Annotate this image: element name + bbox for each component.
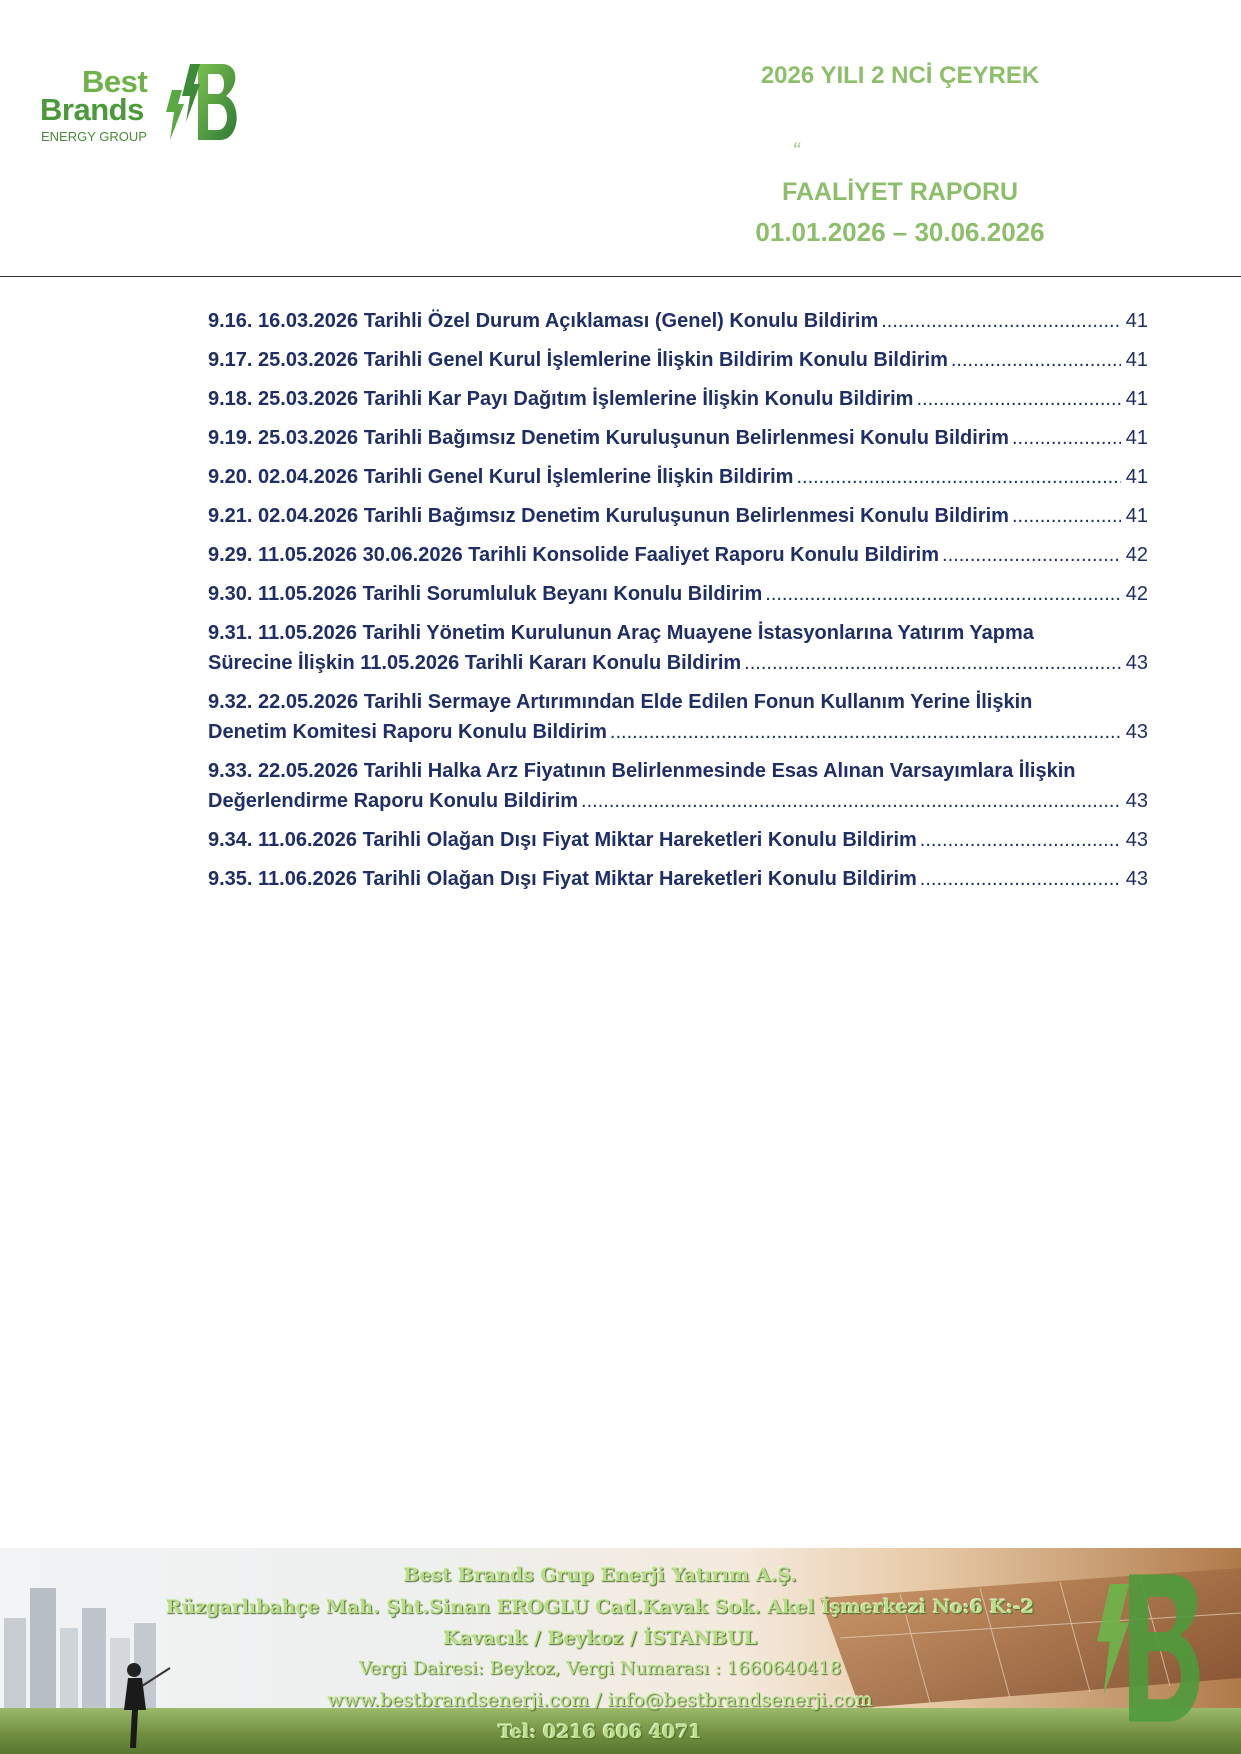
- toc-entry[interactable]: [208, 618, 1148, 678]
- toc-entry-title: 9.21. 02.04.2026 Tarihli Bağımsız Denetim Kuruluşunun Belirlenmesi Konulu Bildirim: [208, 505, 1009, 527]
- toc-entry-title: 9.19. 25.03.2026 Tarihli Bağımsız Denetim Kuruluşunun Belirlenmesi Konulu Bildirim: [208, 427, 1009, 449]
- toc-page-number: 41: [1125, 310, 1148, 332]
- toc-entry-title-line1: 9.31. 11.05.2026 Tarihli Yönetim Kurulunun Araç Muayene İstasyonlarına Yatırım Yapma: [208, 622, 1034, 644]
- toc-entry-title-line2: Sürecine İlişkin 11.05.2026 Tarihli Kararı Konulu Bildirim: [208, 652, 742, 674]
- toc-entry-title-line2: Değerlendirme Raporu Konulu Bildirim: [208, 790, 579, 812]
- toc-page-number: 43: [1125, 652, 1148, 674]
- company-logo: [40, 60, 240, 150]
- header-divider: [0, 276, 1241, 277]
- toc-entry-title: 9.29. 11.05.2026 30.06.2026 Tarihli Konsolide Faaliyet Raporu Konulu Bildirim: [208, 544, 940, 566]
- footer-address-line2: Kavacık / Beykoz / İSTANBUL: [442, 1627, 758, 1649]
- toc-page-number: 42: [1125, 544, 1148, 566]
- footer-banner: [0, 1548, 1241, 1754]
- toc-entry-title: 9.30. 11.05.2026 Tarihli Sorumluluk Beyanı Konulu Bildirim: [208, 583, 763, 605]
- toc-leader: [765, 579, 1121, 609]
- footer-company-name: Best Brands Grup Enerji Yatırım A.Ş.: [403, 1564, 797, 1586]
- toc-entry[interactable]: [208, 384, 1148, 414]
- toc-leader: [744, 648, 1121, 678]
- bb-logo-watermark-icon: [1080, 1568, 1210, 1728]
- toc-entry[interactable]: [208, 579, 1148, 609]
- toc-leader: [920, 864, 1121, 894]
- toc-entry-title: 9.35. 11.06.2026 Tarihli Olağan Dışı Fiyat Miktar Hareketleri Konulu Bildirim: [208, 868, 917, 890]
- toc-entry-title-line1: 9.32. 22.05.2026 Tarihli Sermaye Artırımından Elde Edilen Fonun Kullanım Yerine İlişkin: [208, 691, 1033, 713]
- toc-page-number: 42: [1125, 583, 1148, 605]
- toc-leader: [796, 462, 1121, 492]
- toc-page-number: 43: [1125, 829, 1148, 851]
- toc-page-number: 41: [1125, 349, 1148, 371]
- toc-entry-title: 9.34. 11.06.2026 Tarihli Olağan Dışı Fiyat Miktar Hareketleri Konulu Bildirim: [208, 829, 917, 851]
- footer-tax-info: Vergi Dairesi: Beykoz, Vergi Numarası : 1660640418: [358, 1658, 842, 1679]
- toc-entry[interactable]: [208, 825, 1148, 855]
- report-date-range: 01.01.2026 – 30.06.2026: [755, 217, 1045, 247]
- toc-leader: [881, 306, 1121, 336]
- footer-phone: Tel: 0216 606 4071: [498, 1721, 702, 1743]
- toc-entry[interactable]: [208, 462, 1148, 492]
- table-of-contents: [208, 306, 1148, 903]
- report-title: FAALİYET RAPORU: [781, 178, 1019, 206]
- toc-leader: [1012, 501, 1121, 531]
- toc-entry-title-line2: Denetim Komitesi Raporu Konulu Bildirim: [208, 721, 607, 743]
- toc-leader: [920, 825, 1121, 855]
- toc-entry-title: 9.17. 25.03.2026 Tarihli Genel Kurul İşlemlerine İlişkin Bildirim Konulu Bildirim: [208, 349, 948, 371]
- toc-entry[interactable]: [208, 756, 1148, 816]
- toc-leader: [581, 786, 1121, 816]
- quote-mark: “: [792, 138, 800, 163]
- report-period-title: 2026 YILI 2 NCİ ÇEYREK: [760, 62, 1040, 89]
- bb-logo-icon: [160, 60, 240, 145]
- toc-entry-title: 9.18. 25.03.2026 Tarihli Kar Payı Dağıtım İşlemlerine İlişkin Konulu Bildirim: [208, 388, 914, 410]
- toc-entry[interactable]: [208, 687, 1148, 747]
- toc-page-number: 41: [1125, 388, 1148, 410]
- toc-page-number: 43: [1125, 721, 1148, 743]
- toc-entry-title: 9.16. 16.03.2026 Tarihli Özel Durum Açıklaması (Genel) Konulu Bildirim: [208, 310, 879, 332]
- toc-entry[interactable]: [208, 864, 1148, 894]
- toc-leader: [916, 384, 1121, 414]
- toc-page-number: 43: [1125, 790, 1148, 812]
- toc-entry[interactable]: [208, 423, 1148, 453]
- toc-entry-title: 9.20. 02.04.2026 Tarihli Genel Kurul İşlemlerine İlişkin Bildirim: [208, 466, 794, 488]
- toc-leader: [610, 717, 1121, 747]
- toc-leader: [951, 345, 1121, 375]
- toc-entry[interactable]: [208, 540, 1148, 570]
- toc-leader: [1012, 423, 1121, 453]
- toc-entry-title-line1: 9.33. 22.05.2026 Tarihli Halka Arz Fiyatının Belirlenmesinde Esas Alınan Varsayımlara İlişkin: [208, 760, 1076, 782]
- toc-entry[interactable]: [208, 345, 1148, 375]
- footer-web-email[interactable]: www.bestbrandsenerji.com / info@bestbrandsenerji.com: [327, 1689, 873, 1711]
- logo-word-brands: Brands: [40, 92, 144, 127]
- logo-word-best: Best: [82, 64, 148, 99]
- toc-page-number: 41: [1125, 505, 1148, 527]
- toc-page-number: 41: [1125, 427, 1148, 449]
- toc-leader: [942, 540, 1121, 570]
- toc-page-number: 43: [1125, 868, 1148, 890]
- logo-tagline: ENERGY GROUP: [41, 129, 147, 144]
- toc-entry[interactable]: [208, 306, 1148, 336]
- footer-address-line1: Rüzgarlıbahçe Mah. Şht.Sinan EROGLU Cad.Kavak Sok. Akel İşmerkezi No:6 K:-2: [165, 1596, 1035, 1618]
- toc-page-number: 41: [1125, 466, 1148, 488]
- toc-entry[interactable]: [208, 501, 1148, 531]
